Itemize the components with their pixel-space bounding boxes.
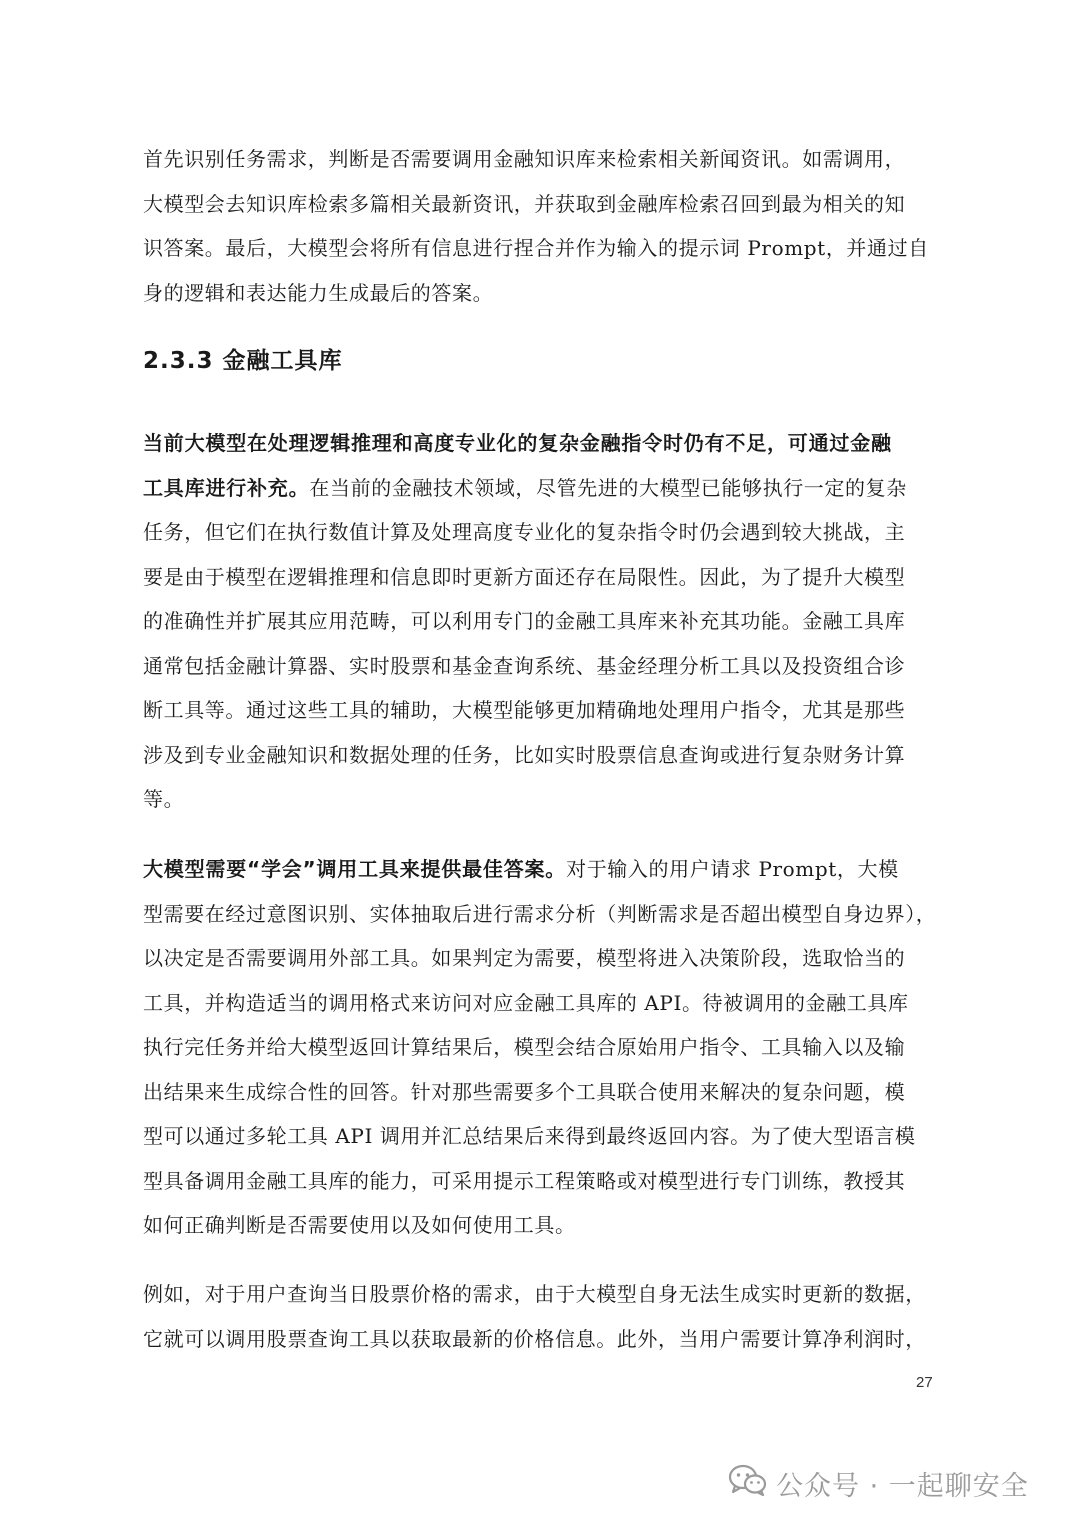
paragraph-line: 工具，并构造适当的调用格式来访问对应金融工具库的 API。待被调用的金融工具库 [143,990,909,1015]
watermark-text: 公众号 · 一起聊安全 [776,1470,1029,1502]
paragraph-line: 通常包括金融计算器、实时股票和基金查询系统、基金经理分析工具以及投资组合诊 [143,653,906,678]
paragraph-line: 大模型会去知识库检索多篇相关最新资讯，并获取到金融库检索召回到最为相关的知 [143,191,906,216]
paragraph-line: 以决定是否需要调用外部工具。如果判定为需要，模型将进入决策阶段，选取恰当的 [143,946,906,970]
paragraph-line: 型可以通过多轮工具 API 调用并汇总结果后来得到最终返回内容。为了使大型语言模 [143,1124,916,1148]
paragraph-line: 断工具等。通过这些工具的辅助，大模型能够更加精确地处理用户指令，尤其是那些 [143,698,906,722]
paragraph-line: 任务，但它们在执行数值计算及处理高度专业化的复杂指令时仍会遇到较大挑战，主 [143,520,906,544]
wechat-icon [728,1463,776,1504]
bold-lead-text: 工具库进行补充。 [143,475,310,500]
bold-lead-line: 当前大模型在处理逻辑推理和高度专业化的复杂金融指令时仍有不足，可通过金融 [143,431,892,455]
paragraph-line: 型具备调用金融工具库的能力，可采用提示工程策略或对模型进行专门训练，教授其 [143,1168,906,1193]
page-number: 27 [916,1374,933,1391]
paragraph-line: 身的逻辑和表达能力生成最后的答案。 [143,280,494,305]
paragraph-1 [143,137,943,315]
paragraph-2 [143,421,943,822]
watermark [728,1458,1029,1508]
bold-lead-text: 大模型需要“学会”调用工具来提供最佳答案。 [143,857,567,881]
paragraph-line: 例如，对于用户查询当日股票价格的需求，由于大模型自身无法生成实时更新的数据， [143,1282,926,1306]
paragraph-line: 涉及到专业金融知识和数据处理的任务，比如实时股票信息查询或进行复杂财务计算 [143,742,906,767]
paragraph-line [143,466,943,511]
paragraph-line: 执行完任务并给大模型返回计算结果后，模型会结合原始用户指令、工具输入以及输 [143,1035,906,1059]
paragraph-text: 对于输入的用户请求 Prompt，大模 [566,857,899,881]
paragraph-line: 首先识别任务需求，判断是否需要调用金融知识库来检索相关新闻资讯。如需调用， [143,147,906,171]
paragraph-line: 等。 [143,787,185,811]
paragraph-line: 出结果来生成综合性的回答。针对那些需要多个工具联合使用来解决的复杂问题，模 [143,1079,906,1104]
paragraph-4 [143,1272,943,1361]
paragraph-line: 如何正确判断是否需要使用以及如何使用工具。 [143,1213,576,1237]
paragraph-line: 它就可以调用股票查询工具以获取最新的价格信息。此外，当用户需要计算净利润时， [143,1326,926,1351]
paragraph-line: 要是由于模型在逻辑推理和信息即时更新方面还存在局限性。因此，为了提升大模型 [143,564,906,589]
paragraph-line: 型需要在经过意图识别、实体抽取后进行需求分析（判断需求是否超出模型自身边界）， [143,901,937,926]
paragraph-line [143,847,943,892]
paragraph-line: 识答案。最后，大模型会将所有信息进行捏合并作为输入的提示词 Prompt，并通过自 [143,236,929,260]
paragraph-text: 在当前的金融技术领域，尽管先进的大模型已能够执行一定的复杂 [309,475,907,500]
paragraph-3 [143,847,943,1248]
paragraph-line: 的准确性并扩展其应用范畴，可以利用专门的金融工具库来补充其功能。金融工具库 [143,609,906,633]
section-heading: 2.3.3 金融工具库 [143,348,343,374]
